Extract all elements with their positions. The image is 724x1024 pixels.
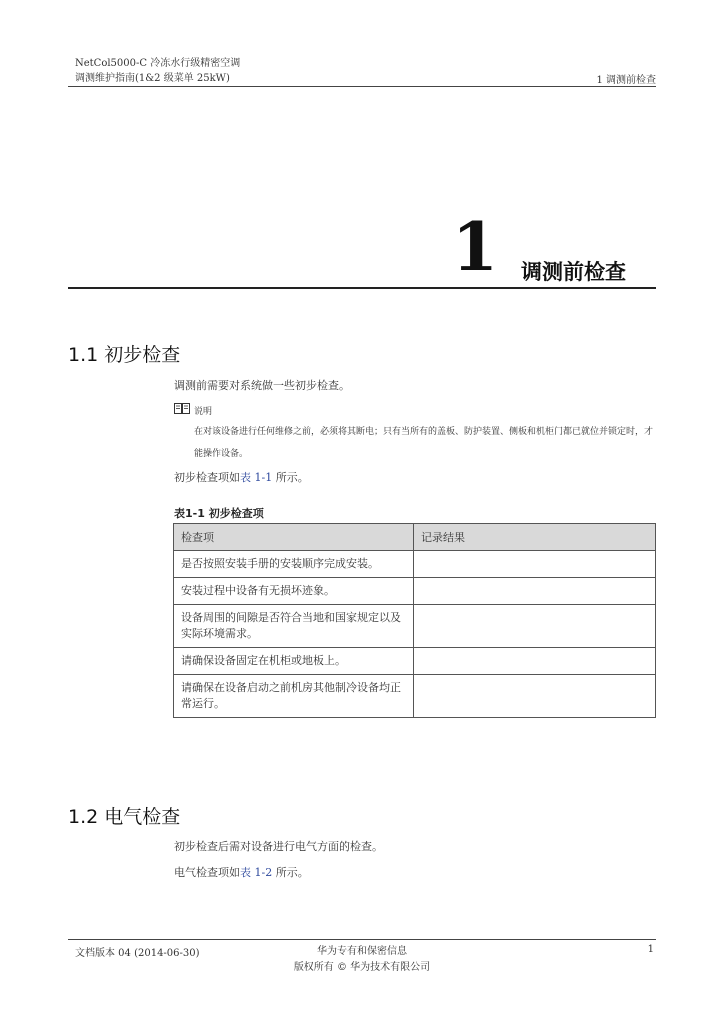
book-icon <box>174 403 190 415</box>
note-text: 在对该设备进行任何维修之前，必须将其断电；只有当所有的盖板、防护装置、侧板和机柜门都已就位并锁定时，才能操作设备。 <box>194 427 654 459</box>
check-item-cell: 请确保设备固定在机柜或地板上。 <box>174 648 414 675</box>
table-row <box>174 648 656 675</box>
header-product: NetCol5000-C 冷冻水行级精密空调 <box>75 58 241 69</box>
table-reference-1 <box>174 469 309 485</box>
chapter-rule <box>68 287 656 289</box>
header-check-item: 检查项 <box>174 524 414 551</box>
note-label: 说明 <box>194 407 213 417</box>
check-table <box>173 523 656 718</box>
record-cell <box>414 551 656 578</box>
running-header <box>75 56 240 86</box>
table-link-1-1[interactable]: 表 1-1 <box>240 471 273 484</box>
ref-prefix: 初步检查项如 <box>174 471 240 484</box>
table-row <box>174 578 656 605</box>
page-number: 1 <box>647 944 654 955</box>
footer-copyright: 版权所有 © 华为技术有限公司 <box>293 962 431 973</box>
table-reference-2 <box>174 864 309 880</box>
record-cell <box>414 605 656 648</box>
table-header-row <box>174 524 656 551</box>
check-item-cell: 是否按照安装手册的安装顺序完成安装。 <box>174 551 414 578</box>
record-cell <box>414 675 656 718</box>
ref-suffix: 所示。 <box>272 866 309 879</box>
footer-doc-version: 文档版本 04 (2014-06-30) <box>75 948 200 959</box>
chapter-title: 调测前检查 <box>521 260 626 284</box>
header-rule <box>68 86 656 87</box>
section-intro: 初步检查后需对设备进行电气方面的检查。 <box>174 840 383 853</box>
ref-prefix: 电气检查项如 <box>174 866 240 879</box>
check-item-cell: 请确保在设备启动之前机房其他制冷设备均正常运行。 <box>174 675 414 718</box>
table-caption: 表1-1 初步检查项 <box>174 507 264 520</box>
check-item-cell: 设备周围的间隙是否符合当地和国家规定以及实际环境需求。 <box>174 605 414 648</box>
footer-rule <box>68 939 656 940</box>
footer-center <box>0 944 724 976</box>
table-row <box>174 551 656 578</box>
footer-confidential: 华为专有和保密信息 <box>317 946 407 957</box>
chapter-number: 1 <box>452 208 498 286</box>
header-record-result: 记录结果 <box>414 524 656 551</box>
table-row <box>174 605 656 648</box>
record-cell <box>414 578 656 605</box>
record-cell <box>414 648 656 675</box>
table-row <box>174 675 656 718</box>
section-intro: 调测前需要对系统做一些初步检查。 <box>174 379 350 392</box>
header-chapter-ref: 1 调测前检查 <box>596 75 656 86</box>
check-item-cell: 安装过程中设备有无损坏迹象。 <box>174 578 414 605</box>
ref-suffix: 所示。 <box>272 471 309 484</box>
header-doc-title: 调测维护指南(1&2 级菜单 25kW) <box>75 73 230 84</box>
table-link-1-2[interactable]: 表 1-2 <box>240 866 273 879</box>
section-heading-1-2: 1.2 电气检查 <box>68 806 181 828</box>
section-heading-1-1: 1.1 初步检查 <box>68 344 181 366</box>
